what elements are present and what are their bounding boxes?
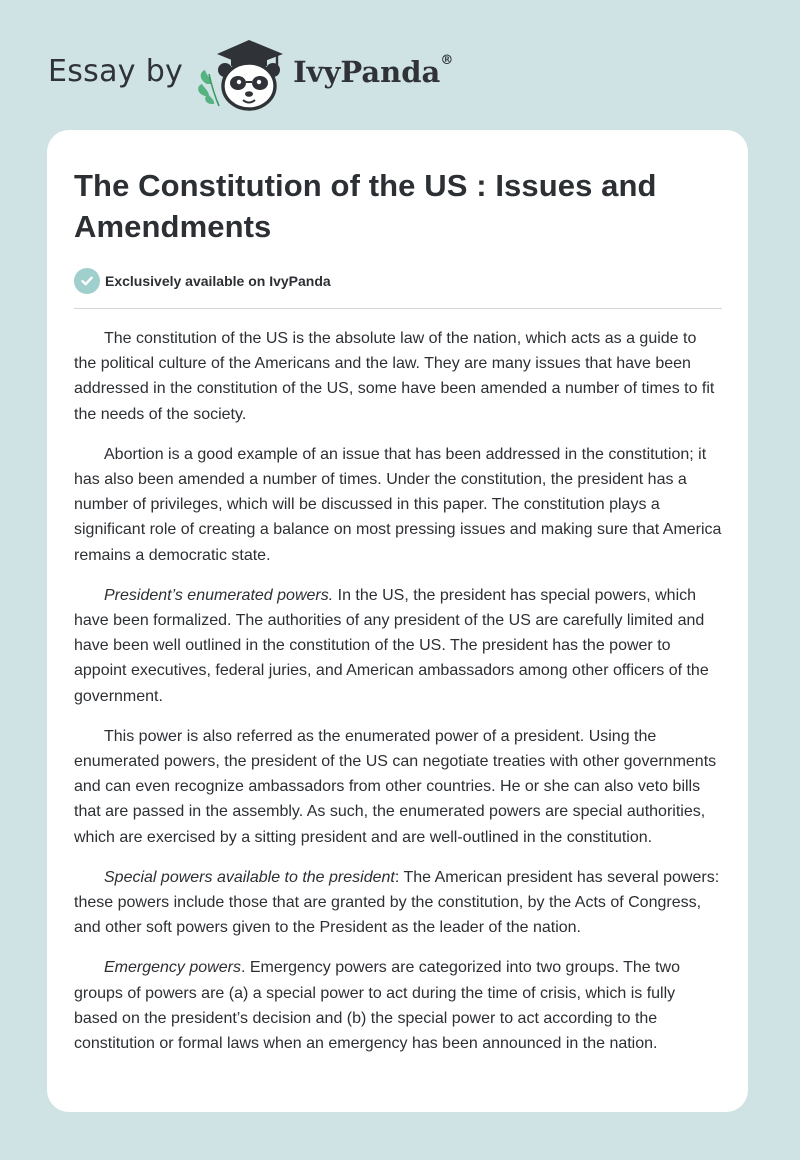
exclusive-badge: [74, 267, 722, 295]
paragraph: Abortion is a good example of an issue that has been addressed in the constitution; it has also been amended a number of times. Under the constitution, the president has a number of privileges, which will be discussed in this paper. The constitution plays a significant role of creating a balance on most pressing issues and making sure that America remains a democratic state.: [74, 445, 722, 564]
essay-by-label: Essay by: [48, 53, 184, 89]
paragraph: Special powers available to the president: The American president has several powers: these powers include those that are granted by the constitution, by the Acts of Congress, and other soft powers given to the President as the leader of the nation.: [74, 868, 720, 937]
ivypanda-logo-text: IvyPanda®: [293, 53, 454, 89]
paragraph: Emergency powers. Emergency powers are categorized into two groups. The two groups of powers are (a) a special power to act during the time of crisis, which is fully based on the president’s decision and (b) the special power to act according to the constitution or formal laws when an emergency has been announced in the nation.: [74, 959, 680, 1053]
page-title: The Constitution of the US : Issues and Amendments: [74, 168, 657, 244]
paragraph: This power is also referred as the enumerated power of a president. Using the enumerated powers, the president of the US can negotiate treaties with other governments and can even recognize ambassadors from other countries. He or she can also veto bills that are passed in the assembly. As such, the enumerated powers are special authorities, which are exercised by a sitting president and are well-outlined in the constitution.: [74, 727, 717, 846]
paragraph: The constitution of the US is the absolute law of the nation, which acts as a guide to the political culture of the Americans and the law. They are many issues that have been addressed in the constitution of the US, some have been amended a number of times to fit the needs of the society.: [74, 330, 715, 423]
check-icon: [74, 268, 100, 294]
brand-header: [48, 34, 453, 112]
essay-card: [47, 130, 748, 1112]
essay-body: [74, 326, 722, 1056]
paragraph: President’s enumerated powers. In the US, the president has special powers, which have been formalized. The authorities of any president of the US are carefully limited and have been well outlined in the constitution of the US. The president has the power to appoint executives, federal juries, and American ambassadors among other officers of the government.: [74, 586, 709, 705]
divider: [74, 308, 722, 309]
panda-graduate-icon: [197, 34, 289, 112]
exclusive-badge-label: Exclusively available on IvyPanda: [105, 273, 331, 289]
